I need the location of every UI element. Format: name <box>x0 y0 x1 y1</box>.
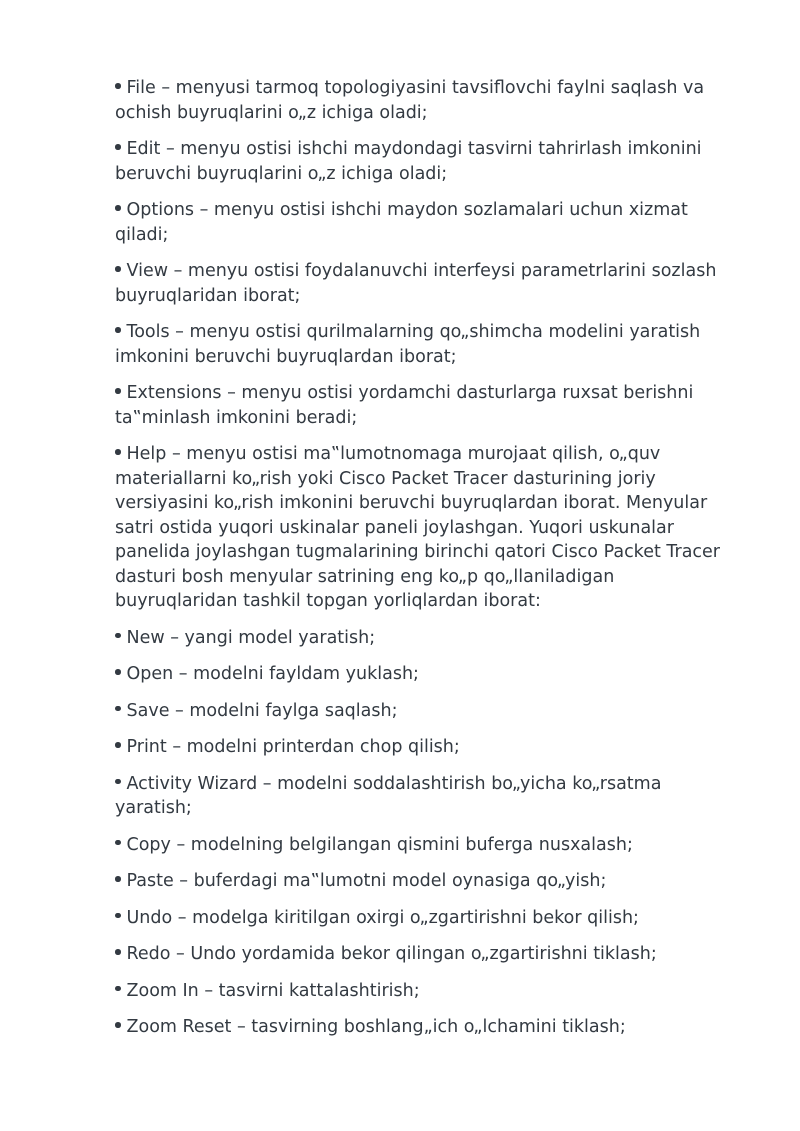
bullet-icon <box>115 840 121 846</box>
bullet-icon <box>115 388 121 394</box>
list-item <box>115 76 735 125</box>
bullet-icon <box>115 949 121 955</box>
bullet-icon <box>115 205 121 211</box>
bullet-icon <box>115 706 121 712</box>
list-item <box>115 869 735 894</box>
item-text: Edit – menyu ostisi ishchi maydondagi tasvirni tahrirlash imkonini beruvchi buyruqlarini o„z ichiga oladi; <box>115 139 702 184</box>
item-text: Copy – modelning belgilangan qismini buferga nusxalash; <box>126 834 633 855</box>
item-text: Help – menyu ostisi ma‟lumotnomaga murojaat qilish, o„quv materiallarni ko„rish yoki Cisco Packet Tracer dasturining joriy versiyasini ko„rish imkonini beruvchi buyruqlardan iborat. Menyular satri ostida yuqori uskinalar paneli joylashgan. Yuqori uskunalar panelida joylashgan tugmalarining birinchi qatori Cisco Packet Tracer dasturi bosh menyular satrining eng ko„p qo„llaniladigan buyruqlaridan tashkil topgan yorliqlardan iborat: <box>115 444 721 611</box>
item-text: Zoom Reset – tasvirning boshlang„ich o„lchamini tiklash; <box>126 1017 626 1037</box>
list-item <box>115 735 735 760</box>
list-item <box>115 979 735 1004</box>
bullet-icon <box>115 742 121 748</box>
item-text: Redo – Undo yordamida bekor qilingan o„zgartirishni tiklash; <box>126 944 657 964</box>
list-item <box>115 1015 735 1040</box>
list-item <box>115 833 735 858</box>
bullet-icon <box>115 327 121 333</box>
list-item <box>115 381 735 430</box>
list-item <box>115 662 735 687</box>
bullet-icon <box>115 1022 121 1028</box>
item-text: Paste – buferdagi ma‟lumotni model oynasiga qo„yish; <box>126 871 607 891</box>
list-item <box>115 906 735 931</box>
list-item <box>115 137 735 186</box>
list-item <box>115 942 735 967</box>
list-item <box>115 442 735 614</box>
bullet-icon <box>115 449 121 455</box>
bullet-icon <box>115 83 121 89</box>
item-text: Print – modelni printerdan chop qilish; <box>126 737 460 757</box>
bullet-icon <box>115 876 121 882</box>
item-text: Undo – modelga kiritilgan oxirgi o„zgartirishni bekor qilish; <box>126 907 639 928</box>
item-text: Tools – menyu ostisi qurilmalarning qo„shimcha modelini yaratish imkonini beruvchi buyruqlardan iborat; <box>115 322 701 367</box>
item-text: Options – menyu ostisi ishchi maydon sozlamalari uchun xizmat qiladi; <box>115 200 688 245</box>
bullet-icon <box>115 669 121 675</box>
item-text: Save – modelni faylga saqlash; <box>126 700 398 721</box>
item-text: Extensions – menyu ostisi yordamchi dasturlarga ruxsat berishni ta‟minlash imkonini beradi; <box>115 383 694 428</box>
bullet-icon <box>115 913 121 919</box>
item-text: View – menyu ostisi foydalanuvchi interfeysi parametrlarini sozlash buyruqlaridan iborat; <box>115 261 717 306</box>
item-text: Open – modelni fayldam yuklash; <box>126 664 419 684</box>
list-item <box>115 699 735 724</box>
bullet-icon <box>115 986 121 992</box>
bullet-icon <box>115 144 121 150</box>
list-item <box>115 772 735 821</box>
item-text: File – menyusi tarmoq topologiyasini tavsiflovchi faylni saqlash va ochish buyruqlarini o„z ichiga oladi; <box>115 78 705 123</box>
bullet-icon <box>115 779 121 785</box>
item-text: Activity Wizard – modelni soddalashtirish bo„yicha ko„rsatma yaratish; <box>115 773 662 818</box>
bullet-icon <box>115 633 121 639</box>
document-page <box>115 76 735 1052</box>
list-item <box>115 198 735 247</box>
bullet-icon <box>115 266 121 272</box>
item-text: New – yangi model yaratish; <box>126 627 376 648</box>
list-item <box>115 320 735 369</box>
list-item <box>115 259 735 308</box>
item-text: Zoom In – tasvirni kattalashtirish; <box>126 980 420 1001</box>
list-item <box>115 626 735 651</box>
